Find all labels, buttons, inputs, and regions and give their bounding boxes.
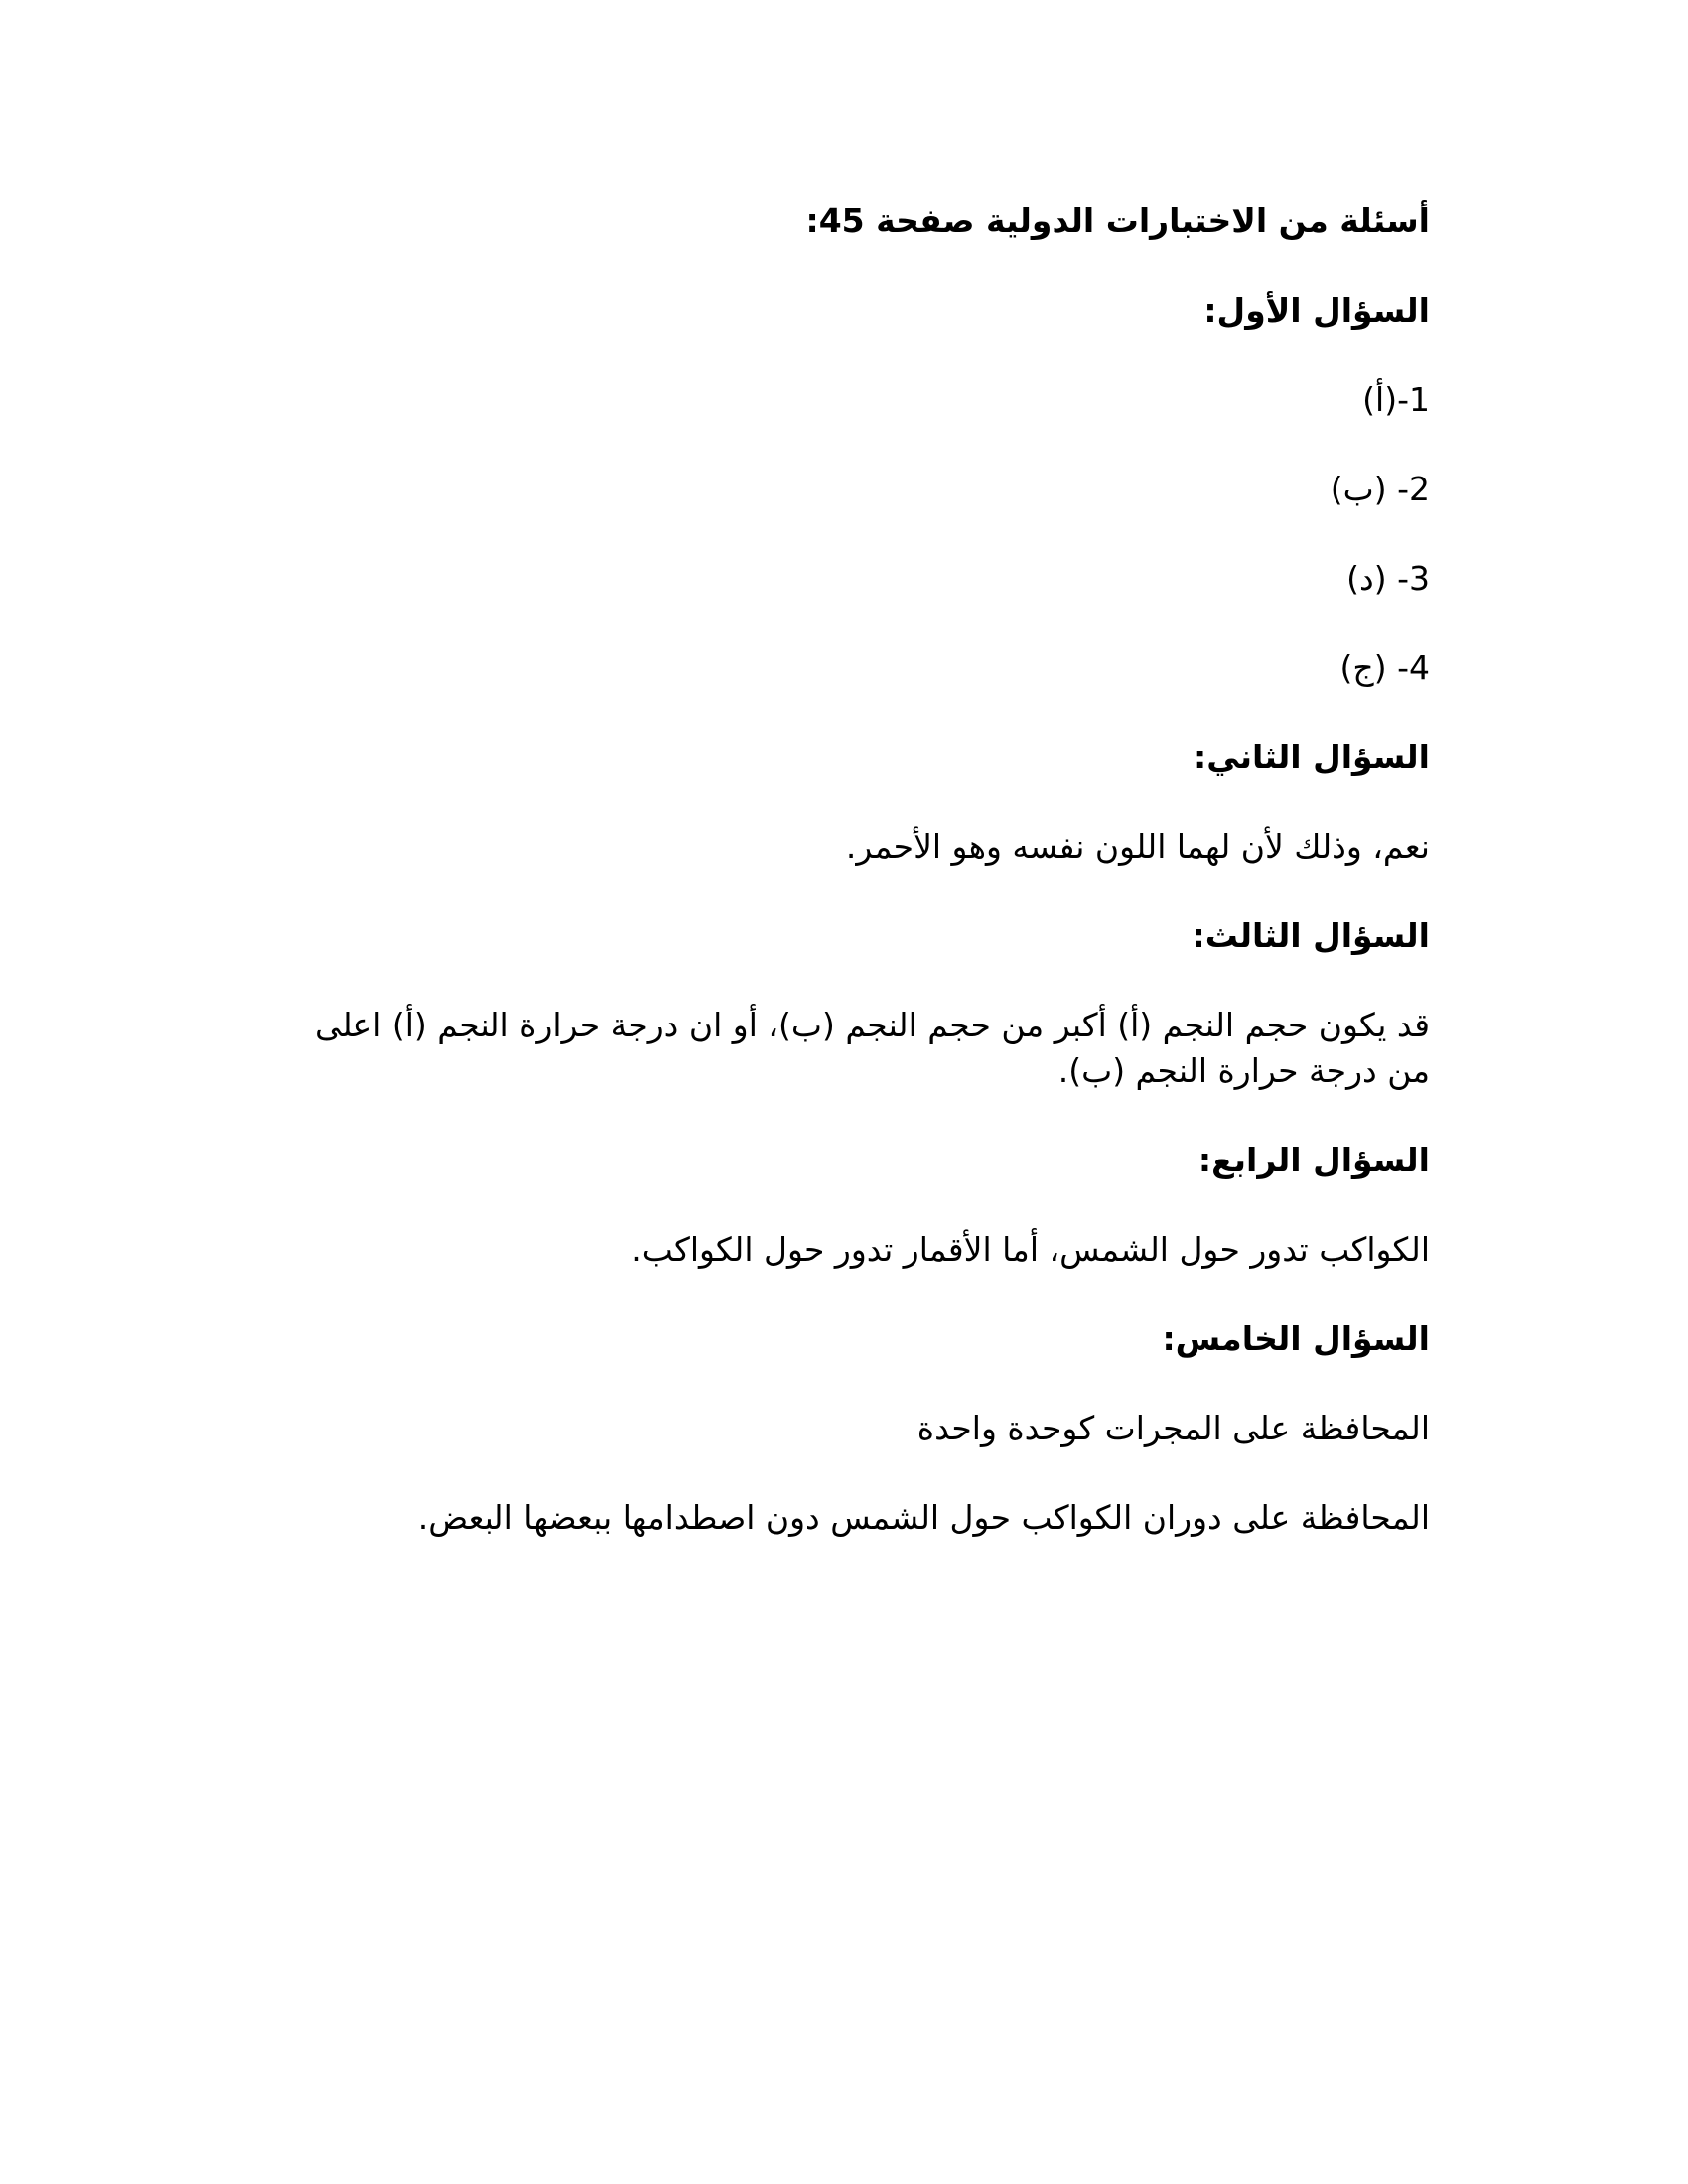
question-3-answer [268, 1003, 1430, 1094]
question-1-answer-1: 1-(أ) [1362, 380, 1430, 419]
question-1-heading: السؤال الأول: [1203, 291, 1430, 330]
question-1-answer-2: 2- (ب) [1330, 470, 1430, 508]
question-4-heading: السؤال الرابع: [1197, 1141, 1430, 1179]
question-3-answer-line-2: من درجة حرارة النجم (ب). [1057, 1051, 1430, 1090]
document-title: أسئلة من الاختبارات الدولية صفحة 45: [805, 202, 1430, 240]
question-1-answer-3: 3- (د) [1346, 559, 1430, 598]
question-4-answer: الكواكب تدور حول الشمس، أما الأقمار تدور حول الكواكب. [632, 1230, 1430, 1269]
question-3-answer-line-1: قد يكون حجم النجم (أ) أكبر من حجم النجم (ب)، أو ان درجة حرارة النجم (أ) اعلى [315, 1006, 1430, 1044]
question-2-heading: السؤال الثاني: [1194, 738, 1430, 776]
question-2-answer: نعم، وذلك لأن لهما اللون نفسه وهو الأحمر. [845, 827, 1430, 866]
question-5-answer-line-1: المحافظة على المجرات كوحدة واحدة [916, 1409, 1430, 1447]
question-3-heading: السؤال الثالث: [1192, 916, 1430, 955]
question-1-answer-4: 4- (ج) [1339, 648, 1430, 687]
document-content [268, 199, 1430, 1584]
question-5-heading: السؤال الخامس: [1162, 1319, 1430, 1358]
question-5-answer-line-2: المحافظة على دوران الكواكب حول الشمس دون اصطدامها ببعضها البعض. [417, 1498, 1430, 1537]
